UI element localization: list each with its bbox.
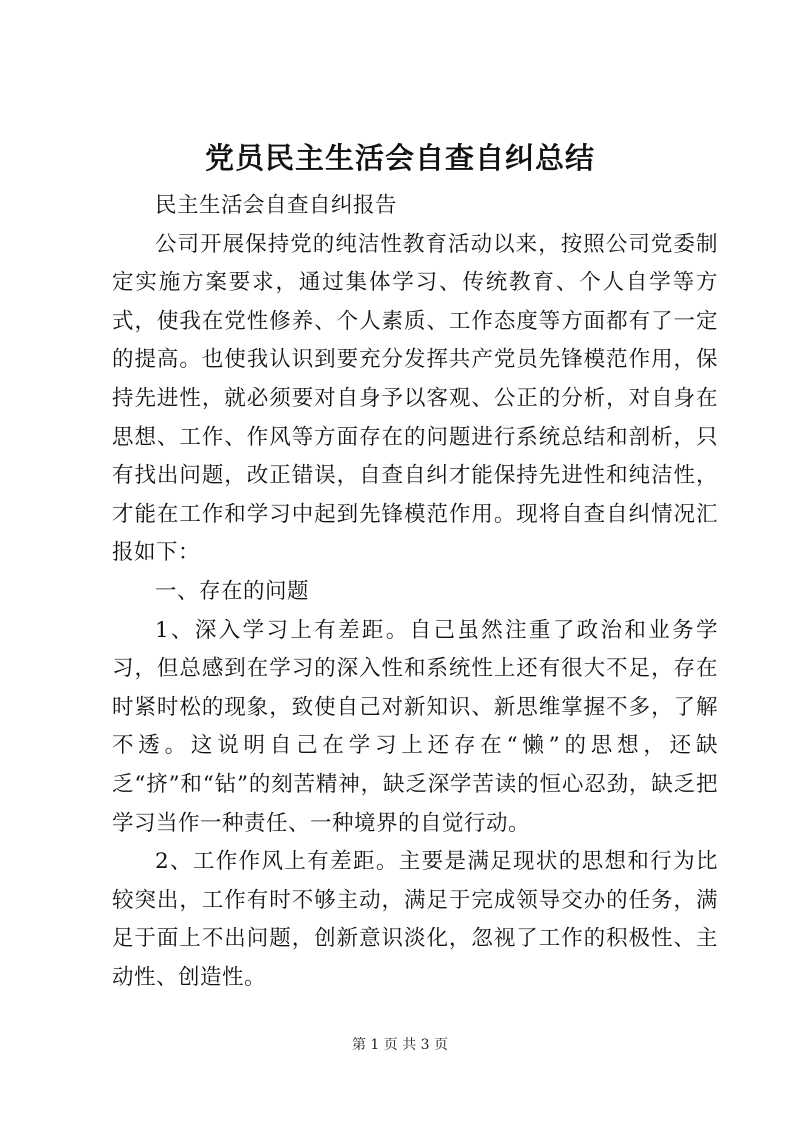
issue-paragraph-2: 2、工作作风上有差距。主要是满足现状的思想和行为比较突出，工作有时不够主动，满足于完成领导交办的任务，满足于面上不出问题，创新意识淡化，忽视了工作的积极性、主动性、创造性。 — [112, 849, 718, 990]
report-subtitle: 民主生活会自查自纠报告 — [155, 193, 398, 218]
page-footer: 第 1 页 共 3 页 — [351, 1037, 449, 1053]
intro-paragraph: 公司开展保持党的纯洁性教育活动以来，按照公司党委制定实施方案要求，通过集体学习、传统教育、个人自学等方式，使我在党性修养、个人素质、工作态度等方面都有了一定的提高。也使我认识到要充分发挥共产党员先锋模范作用，保持先进性，就必须要对自身予以客观、公正的分析，对自身在思想、工作、作风等方面存在的问题进行系统总结和剖析，只有找出问题，改正错误，自查自纠才能保持先进性和纯洁性，才能在工作和学习中起到先锋模范作用。现将自查自纠情况汇报如下： — [112, 231, 718, 566]
section-heading: 一、存在的问题 — [155, 578, 310, 604]
document-title: 党员民主生活会自查自纠总结 — [204, 141, 595, 175]
document-body — [112, 187, 718, 997]
issue-paragraph-1: 1、深入学习上有差距。自己虽然注重了政治和业务学习，但总感到在学习的深入性和系统性上还有很大不足，存在时紧时松的现象，致使自己对新知识、新思维掌握不多，了解不透。这说明自己在学习上还存在“懒”的思想，还缺乏“挤”和“钻”的刻苦精神，缺乏深学苦读的恒心忍劲，缺乏把学习当作一种责任、一种境界的自觉行动。 — [112, 617, 718, 836]
